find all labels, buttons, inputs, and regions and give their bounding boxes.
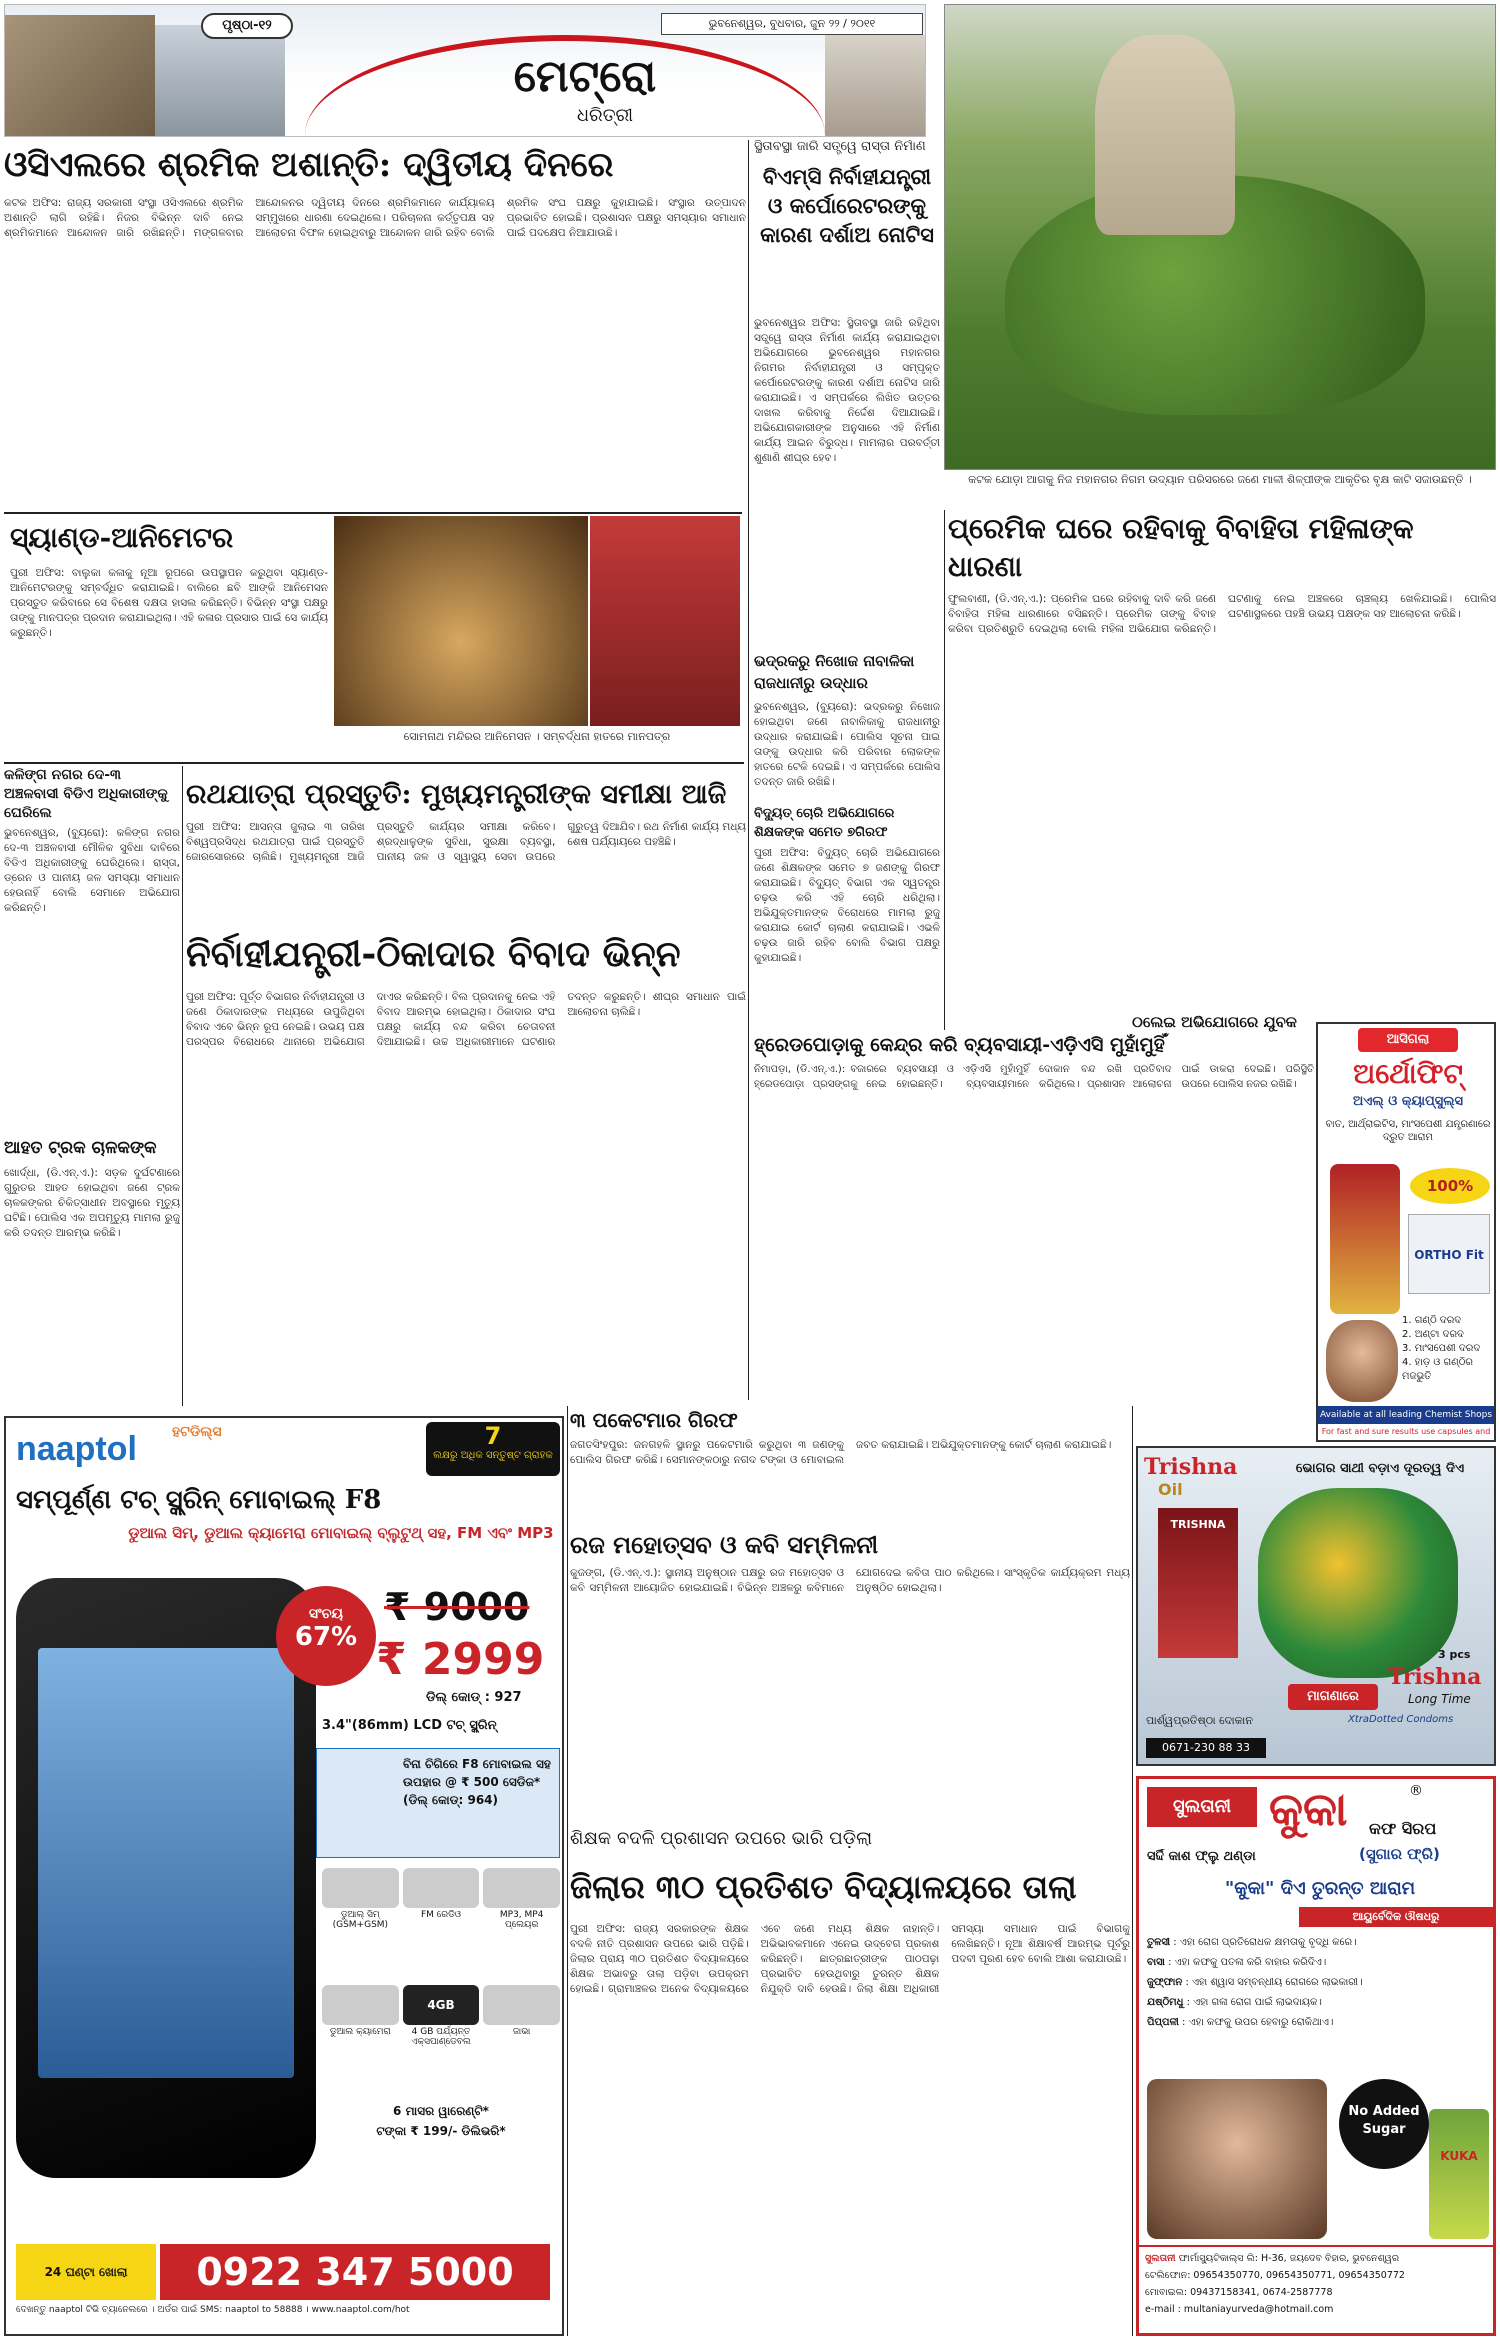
column-rule [567, 1406, 568, 2336]
article-raja-festival-body: କୁଜଙ୍ଗ, (ଡି.ଏନ୍.ଏ.): ସ୍ଥାନୀୟ ଅନୁଷ୍ଠାନ ପକ୍ଷରୁ ରଜ ମହୋତ୍ସବ ଓ କବି ସମ୍ମିଳନୀ ଆୟୋଜିତ ହୋଇଯାଇଛି। ବିଭିନ୍ନ ଅଞ୍ଚଳରୁ କବିମାନେ ଯୋଗଦେଇ କବିତା ପାଠ କରିଥିଲେ। ସାଂସ୍କୃତିକ କାର୍ଯ୍ୟକ୍ରମ ମଧ୍ୟ ଅନୁଷ୍ଠିତ ହୋଇଥିଲା। [570, 1567, 1130, 1594]
headline-traders-adc: ହ୍ରେଡପୋଡ଼ାକୁ କେନ୍ଦ୍ର କରି ବ୍ୟବସାୟୀ-ଏଡ଼ିଏସି ମୁହାଁମୁହିଁ [754, 1034, 1165, 1056]
ingredient-row: ଯଷ୍ଠିମଧୁ : ଏହା ଗଳା ରୋଗ ପାଇଁ ଲାଭଦାୟକ। [1147, 1997, 1322, 2008]
column-rule [1132, 1406, 1133, 2336]
orthofit-bottle [1330, 1164, 1400, 1314]
article-truck-driver-body: ଖୋର୍ଦ୍ଧା, (ଡି.ଏନ୍.ଏ.): ସଡ଼କ ଦୁର୍ଘଟଣାରେ ଗୁରୁତର ଆହତ ହୋଇଥିବା ଜଣେ ଟ୍ରକ ଚାଳକଙ୍କର ଚିକିତ୍ସାଧୀନ ଅବସ୍ଥାରେ ମୃତ୍ୟୁ ଘଟିଛି। ପୋଲିସ ଏକ ଅପମୃତ୍ୟୁ ମାମଲା ରୁଜୁ କରି ତଦନ୍ତ ଆରମ୍ଭ କରିଛି। [4, 1167, 180, 1239]
orthofit-available: Available at all leading Chemist Shops [1318, 1406, 1494, 1424]
article-rath-yatra-body: ପୁରୀ ଅଫିସ: ଆସନ୍ତା ଜୁଲାଇ ୩ ତାରିଖ ବିଶ୍ୱପ୍ରସିଦ୍ଧ ରଥଯାତ୍ରା ପାଇଁ ପ୍ରସ୍ତୁତି ଜୋରସୋରରେ ଚାଲିଛି। ମୁଖ୍ୟମନ୍ତ୍ରୀ ଆଜି ପ୍ରସ୍ତୁତି କାର୍ଯ୍ୟର ସମୀକ୍ଷା କରିବେ। ଶ୍ରଦ୍ଧାଳୁଙ୍କ ସୁବିଧା, ସୁରକ୍ଷା ବ୍ୟବସ୍ଥା, ପାନୀୟ ଜଳ ଓ ସ୍ୱାସ୍ଥ୍ୟ ସେବା ଉପରେ ଗୁରୁତ୍ୱ ଦିଆଯିବ। ରଥ ନିର୍ମାଣ କାର୍ଯ୍ୟ ମଧ୍ୟ ଶେଷ ପର୍ଯ୍ୟାୟରେ ପହଞ୍ଚିଛି। [186, 821, 746, 863]
orthofit-list-item: 4. ହାଡ଼ ଓ ଗଣ୍ଠିର ମଜଭୁତି [1402, 1357, 1473, 1382]
headline-truck-driver: ଆହତ ଟ୍ରକ ଚାଳକଙ୍କ [4, 1138, 157, 1158]
article-kalinga-nagar-body: ଭୁବନେଶ୍ୱର, (ବ୍ୟୁରୋ): କଳିଙ୍ଗ ନଗର ଦେ-୩ ଅଞ୍ଚଳବାସୀ ମୌଳିକ ସୁବିଧା ଦାବିରେ ବିଡିଏ ଅଧିକାରୀଙ୍କୁ ଘେରିଥିଲେ। ରାସ୍ତା, ଡ୍ରେନ ଓ ପାନୀୟ ଜଳ ସମସ୍ୟା ସମାଧାନ ହେଉନାହିଁ ବୋଲି ସେମାନେ ଅଭିଯୋଗ କରିଛନ୍ତି। [4, 827, 180, 914]
trishna-brand: Trishna [1144, 1454, 1238, 1480]
gift-offer: ବିନା ଚିଗିରେ F8 ମୋବାଇଲ ସହ ଉପହାର @ ₹ 500 ସେଡିଜ* (ଡିଲ୍ କୋଡ୍: 964) [316, 1748, 560, 1858]
masthead [4, 4, 926, 137]
kuka-ingredients [1147, 1933, 1493, 2073]
masthead-title: ମେଟ୍ରୋ [513, 51, 657, 102]
order-phone[interactable]: 0922 347 5000 [160, 2244, 550, 2300]
customers-badge [426, 1422, 560, 1476]
orthofit-list-item: 2. ଅଣ୍ଟା ଦରଦ [1402, 1329, 1464, 1340]
feature-dual-sim: ଡୁଆଲ୍ ସିମ୍ (GSM+GSM) [322, 1868, 399, 1981]
old-price: ₹ 9000 [384, 1585, 530, 1629]
masthead-subtitle: ଧରିତ୍ରୀ [576, 105, 634, 126]
ingredient-row: ଜୁଫ୍ଫାନ : ଏହା ଶ୍ୱାସ ସମ୍ବନ୍ଧୀୟ ରୋଗରେ ଲାଭକାରୀ। [1147, 1977, 1363, 1988]
discount-burst [276, 1586, 376, 1686]
article-ocl-body: କଟକ ଅଫିସ: ରାଜ୍ୟ ସରକାରୀ ସଂସ୍ଥା ଓସିଏଲରେ ଶ୍ରମିକ ଅଶାନ୍ତି ଲାଗି ରହିଛି। ନିଜର ବିଭିନ୍ନ ଦାବି ନେଇ ଶ୍ରମିକମାନେ ଆନ୍ଦୋଳନ ଜାରି ରଖିଛନ୍ତି। ମଙ୍ଗଳବାର ଆନ୍ଦୋଳନର ଦ୍ୱିତୀୟ ଦିନରେ ଶ୍ରମିକମାନେ କାର୍ଯ୍ୟାଳୟ ସମ୍ମୁଖରେ ଧାରଣା ଦେଇଥିଲେ। ପରିଚାଳନା କର୍ତ୍ତୃପକ୍ଷ ସହ ଆଲୋଚନା ବିଫଳ ହୋଇଥିବାରୁ ଆନ୍ଦୋଳନ ଜାରି ରହିବ ବୋଲି ଶ୍ରମିକ ସଂଘ ପକ୍ଷରୁ କୁହାଯାଇଛି। ସଂସ୍ଥାର ଉତ୍ପାଦନ ପ୍ରଭାବିତ ହୋଇଛି। ପ୍ରଶାସନ ପକ୍ଷରୁ ସମସ୍ୟାର ସମାଧାନ ପାଇଁ ପଦକ୍ଷେପ ନିଆଯାଉଛି। [4, 197, 746, 239]
trishna-tagline: ଭୋଗର ସାଥୀ ବଡ଼ାଏ ଦୂରତ୍ୱ ଦିଏ [1295, 1461, 1465, 1476]
orthofit-list [1402, 1314, 1496, 1394]
headline-schools-locked: ଜିଲାର ୩୦ ପ୍ରତିଶତ ବିଦ୍ୟାଳୟରେ ତାଲା [570, 1868, 1077, 1906]
orthofit-capsule-box: ORTHO Fit [1408, 1214, 1490, 1294]
kicker-schools: ଶିକ୍ଷକ ବଦଳି ପ୍ରଶାସନ ଉପରେ ଭାରି ପଡ଼ିଲା [570, 1828, 873, 1849]
column-rule [944, 510, 945, 1030]
naaptol-footer: ଦେଖନ୍ତୁ naaptol ଟିଭି ଚ୍ୟାନେଲରେ । ଅର୍ଡର ପାଇଁ SMS: naaptol to 58888 । www.naaptol.com/hot [16, 2305, 410, 2315]
article-bmc-body: ଭୁବନେଶ୍ୱର ଅଫିସ: ସ୍ଥିତାବସ୍ଥା ଜାରି ରହିଥିବା ସତ୍ତ୍ୱେ ରାସ୍ତା ନିର୍ମାଣ କାର୍ଯ୍ୟ କରାଯାଇଥିବା ଅଭିଯୋଗରେ ଭୁବନେଶ୍ୱର ମହାନଗର ନିଗମର ନିର୍ବାହୀଯନ୍ତ୍ରୀ ଓ ସମ୍ପୃକ୍ତ କର୍ପୋରେଟରଙ୍କୁ କାରଣ ଦର୍ଶାଅ ନୋଟିସ ଜାରି କରାଯାଇଛି। ଏ ସମ୍ପର୍କରେ ଲିଖିତ ଉତ୍ତର ଦାଖଲ କରିବାକୁ ନିର୍ଦ୍ଦେଶ ଦିଆଯାଇଛି। ଅଭିଯୋଗକାରୀଙ୍କ ଅନୁସାରେ ଏହି ନିର୍ମାଣ କାର୍ଯ୍ୟ ଆଇନ ବିରୁଦ୍ଧ। ମାମଲାର ପରବର୍ତ୍ତୀ ଶୁଣାଣି ଶୀଘ୍ର ହେବ। [754, 317, 940, 464]
headline-bmc: ବିଏମ୍‌ସି ନିର୍ବାହୀଯନ୍ତ୍ରୀ ଓ କର୍ପୋରେଟରଙ୍କୁ କାରଣ ଦର୍ଶାଅ ନୋଟିସ [760, 164, 934, 247]
divider [4, 512, 742, 514]
headline-electricity-theft: ବିଦ୍ୟୁତ୍ ଚୋରି ଅଭିଯୋଗରେ ଶିକ୍ଷକଙ୍କ ସମେତ ୭ଗିରଫ [754, 806, 895, 840]
article-electricity-theft-body: ପୁରୀ ଅଫିସ: ବିଦ୍ୟୁତ୍ ଚୋରି ଅଭିଯୋଗରେ ଜଣେ ଶିକ୍ଷକଙ୍କ ସମେତ ୭ ଜଣଙ୍କୁ ଗିରଫ କରାଯାଇଛି। ବିଦ୍ୟୁତ୍ ବିଭାଗ ଏକ ସ୍ୱତନ୍ତ୍ର ଚଢ଼ଉ କରି ଏହି ଚୋରି ଧରିଥିଲା। ଅଭିଯୁକ୍ତମାନଙ୍କ ବିରୋଧରେ ମାମଲା ରୁଜୁ କରାଯାଇ କୋର୍ଟ ଚାଲାଣ କରାଯାଇଛି। ଏଭଳି ଚଢ଼ଉ ଜାରି ରହିବ ବୋଲି ବିଭାଗ ପକ୍ଷରୁ କୁହାଯାଇଛି। [754, 847, 940, 964]
kuka-sub: କଫ ସିରପ [1369, 1819, 1437, 1838]
headline-rath-yatra: ରଥଯାତ୍ରା ପ୍ରସ୍ତୁତି: ମୁଖ୍ୟମନ୍ତ୍ରୀଙ୍କ ସମୀକ୍ଷା ଆଜି [186, 779, 727, 810]
masthead-dome-image [825, 35, 925, 137]
sand-temple-photo [334, 516, 588, 726]
kuka-tel: ଟେଲିଫୋନ: 09654350770, 09654350771, 09654350772 [1145, 2270, 1405, 2281]
kuka-line2: "କୁକା" ଦିଏ ତୁରନ୍ତ ଆରାମ [1224, 1878, 1416, 1899]
trishna-name2: Trishna [1388, 1664, 1482, 1690]
orthofit-model-photo [1326, 1320, 1398, 1402]
feature-icon [322, 1985, 399, 2025]
lovebirds-image [1258, 1488, 1458, 1678]
gardener-figure [1095, 35, 1235, 235]
feature-java: ଜାଭା [483, 1985, 560, 2098]
trishna-ad[interactable] [1136, 1446, 1496, 1766]
customers-badge-number: 7 [484, 1422, 502, 1450]
kuka-sugar-free: (ସୁଗାର ଫ୍ରି) [1359, 1845, 1440, 1863]
orthofit-name: ଅର୍ଥୋଫିଟ୍ [1353, 1057, 1463, 1090]
orthofit-note: For fast and sure results use capsules and [1321, 1427, 1491, 1436]
trishna-offer: ମାଗଣାରେ [1288, 1684, 1378, 1710]
orthofit-tag: ଆସିଗଲା [1358, 1028, 1458, 1052]
feature-icon [322, 1868, 399, 1908]
deal-code: ଡିଲ୍ କୋଡ୍ : 927 [426, 1690, 522, 1705]
trishna-packs: 3 pcs [1438, 1648, 1471, 1661]
discount-value: 67% [294, 1622, 358, 1652]
kuka-mobile: ମୋବାଇଲ: 09437158341, 0674-2587778 [1145, 2287, 1333, 2298]
page-number-badge: ପୃଷ୍ଠା-୧୨ [201, 13, 293, 39]
naaptol-subline: ଡୁଆଲ ସିମ୍, ଡୁଆଲ କ୍ୟାମେରା ମୋବାଇଲ୍ ବ୍ଲୁଟୁଥ୍ ସହ, FM ଏବଂ MP3 [128, 1524, 554, 1542]
features-grid [322, 1868, 560, 2098]
headline-lover-house: ପ୍ରେମିକ ଘରେ ରହିବାକୁ ବିବାହିତା ମହିଳାଙ୍କ ଧାରଣା [948, 512, 1414, 583]
kicker-bmc: ସ୍ଥିତାବସ୍ଥା ଜାରି ସତ୍ତ୍ୱେ ରାସ୍ତା ନିର୍ମାଣ [754, 140, 926, 154]
feature-icon [403, 1868, 480, 1908]
feature-camera: ଡୁଆଲ କ୍ୟାମେରା [322, 1985, 399, 2098]
phone-screen [38, 1648, 294, 2078]
kuka-brand-badge: ସୁଲତାନୀ [1147, 1787, 1257, 1827]
naaptol-logo: naaptol [16, 1430, 137, 1468]
headline-missing-girl: ଭଦ୍ରକରୁ ନିଖୋଜ ନାବାଳିକା ରାଜଧାନୀରୁ ଉଦ୍ଧାର [754, 652, 915, 692]
animator-portrait-photo [590, 516, 740, 726]
kuka-reg-mark: ® [1409, 1783, 1423, 1799]
naaptol-sub: ହଟଡିଲ୍ସ [172, 1424, 222, 1440]
discount-label: ସଂଚୟ [308, 1606, 344, 1622]
new-price: ₹ 2999 [376, 1634, 545, 1685]
customers-badge-text: ଲକ୍ଷରୁ ଅଧିକ ସନ୍ତୁଷ୍ଟ ଗ୍ରାହକ [433, 1450, 553, 1461]
article-traders-adc-body: ନିମାପଡ଼ା, (ଡି.ଏନ୍.ଏ.): ବଜାରରେ ହ୍ରେଡପୋଡ଼ା ପ୍ରସଙ୍ଗକୁ ନେଇ ବ୍ୟବସାୟୀ ଓ ଏଡ଼ିଏସି ମୁହାଁମୁହିଁ ହୋଇଛନ୍ତି। ବ୍ୟବସାୟୀମାନେ ଦୋକାନ ବନ୍ଦ ରଖି ପ୍ରତିବାଦ କରିଥିଲେ। ପ୍ରଶାସନ ଆଲୋଚନା ପାଇଁ ଡାକରା ଦେଇଛି। ପରିସ୍ଥିତି ଉପରେ ପୋଲିସ ନଜର ରଖିଛି। [754, 1064, 1314, 1090]
kuka-name: କୁକା [1269, 1782, 1348, 1836]
trishna-phone[interactable]: 0671-230 88 33 [1146, 1738, 1266, 1758]
orthofit-ad[interactable] [1316, 1022, 1496, 1442]
ingredient-row: ବାସା : ଏହା କଫକୁ ପତଳା କରି ବାହାର କରିଦିଏ। [1147, 1957, 1327, 1968]
article-lover-house-body: ଫୁଲବାଣୀ, (ଡି.ଏନ୍.ଏ.): ପ୍ରେମିକ ଘରେ ରହିବାକୁ ଦାବି କରି ଜଣେ ବିବାହିତା ମହିଳା ଧାରଣାରେ ବସିଛନ୍ତି। ପ୍ରେମିକ ତାଙ୍କୁ ବିବାହ କରିବା ପ୍ରତିଶ୍ରୁତି ଦେଇଥିଲା ବୋଲି ମହିଳା ଅଭିଯୋଗ କରିଛନ୍ତି। ଘଟଣାକୁ ନେଇ ଅଞ୍ଚଳରେ ଚାଞ୍ଚଲ୍ୟ ଖେଳିଯାଇଛି। ପୋଲିସ ଘଟଣାସ୍ଥଳରେ ପହଞ୍ଚି ଉଭୟ ପକ୍ଷଙ୍କ ସହ ଆଲୋଚନା କରିଛି। [948, 593, 1496, 635]
feature-icon [483, 1868, 560, 1908]
article-schools-locked-body: ପୁରୀ ଅଫିସ: ରାଜ୍ୟ ସରକାରଙ୍କ ଶିକ୍ଷକ ବଦଳି ନୀତି ପ୍ରଶାସନ ଉପରେ ଭାରି ପଡ଼ିଛି। ଜିଲାର ପ୍ରାୟ ୩୦ ପ୍ରତିଶତ ବିଦ୍ୟାଳୟରେ ଶିକ୍ଷକ ଅଭାବରୁ ତାଲା ପଡ଼ିବା ଉପକ୍ରମ ହୋଇଛି। ଗ୍ରାମାଞ୍ଚଳର ଅନେକ ବିଦ୍ୟାଳୟରେ ଏବେ ଜଣେ ମଧ୍ୟ ଶିକ୍ଷକ ନାହାନ୍ତି। ଅଭିଭାବକମାନେ ଏନେଇ ଉଦ୍‌ବେଗ ପ୍ରକାଶ କରିଛନ୍ତି। ଛାତ୍ରଛାତ୍ରୀଙ୍କ ପାଠପଢ଼ା ପ୍ରଭାବିତ ହେଉଥିବାରୁ ତୁରନ୍ତ ଶିକ୍ଷକ ନିଯୁକ୍ତି ଦାବି ହେଉଛି। ଜିଲା ଶିକ୍ଷା ଅଧିକାରୀ ସମସ୍ୟା ସମାଧାନ ପାଇଁ ବିଭାଗକୁ ଲେଖିଛନ୍ତି। ନୂଆ ଶିକ୍ଷାବର୍ଷ ଆରମ୍ଭ ପୂର୍ବରୁ ପଦବୀ ପୂରଣ ହେବ ବୋଲି ଆଶା କରାଯାଉଛି। [570, 1923, 1130, 1995]
masthead-building-image [155, 25, 285, 137]
column-rule [182, 766, 183, 1406]
kuka-company-line: ସୁଲତାନୀ ଫାର୍ମାସ୍ୟୁଟିକାଲ୍ସ ଲି: H-36, ଜୟଦେବ ବିହାର, ଭୁବନେଶ୍ୱର [1145, 2253, 1400, 2264]
headline-sand-animator: ସ୍ୟାଣ୍ଡ-ଆନିମେଟର [10, 521, 234, 554]
headline-ocl: ଓସିଏଲରେ ଶ୍ରମିକ ଅଶାନ୍ତି: ଦ୍ୱିତୀୟ ଦିନରେ [4, 145, 614, 185]
ingredient-row: ପିପ୍ପଳୀ : ଏହା କଫକୁ ଉପର ହେବାରୁ ରୋକିଥାଏ। [1147, 2017, 1334, 2028]
trishna-box: TRISHNA [1158, 1508, 1238, 1658]
call-hours: 24 ଘଣ୍ଟା ଖୋଲା [16, 2244, 156, 2300]
article-engineer-contractor-body: ପୁରୀ ଅଫିସ: ପୂର୍ତ୍ତ ବିଭାଗର ନିର୍ବାହୀଯନ୍ତ୍ରୀ ଓ ଜଣେ ଠିକାଦାରଙ୍କ ମଧ୍ୟରେ ଉପୁଜିଥିବା ବିବାଦ ଏବେ ଭିନ୍ନ ରୂପ ନେଇଛି। ଉଭୟ ପକ୍ଷ ପରସ୍ପର ବିରୋଧରେ ଥାନାରେ ଅଭିଯୋଗ ଦାଏର କରିଛନ୍ତି। ବିଲ ପ୍ରଦାନକୁ ନେଇ ଏହି ବିବାଦ ଆରମ୍ଭ ହୋଇଥିଲା। ଠିକାଦାର ସଂଘ ପକ୍ଷରୁ କାର୍ଯ୍ୟ ବନ୍ଦ କରିବା ଚେତାବନୀ ଦିଆଯାଇଛି। ଉଚ୍ଚ ଅଧିକାରୀମାନେ ଘଟଣାର ତଦନ୍ତ କରୁଛନ୍ତି। ଶୀଘ୍ର ସମାଧାନ ପାଇଁ ଆଲୋଚନା ଚାଲିଛି। [186, 991, 746, 1048]
headline-pickpockets: ୩ ପକେଟମାର ଗିରଫ [570, 1408, 738, 1432]
sand-animator-caption: ସୋମନାଥ ମନ୍ଦିରର ଆନିମେସନ । ସମ୍ବର୍ଦ୍ଧନା ହାତରେ ମାନପତ୍ର [403, 730, 671, 743]
ingredient-row: ତୁଳସୀ : ଏହା ରୋଗ ପ୍ରତିରୋଧକ କ୍ଷମତାକୁ ବୃଦ୍ଧି କରେ। [1147, 1937, 1357, 1948]
feature-icon [483, 1985, 560, 2025]
kuka-model-photo [1147, 2079, 1327, 2239]
delivery-charge: ଟଙ୍କା ₹ 199/- ଡିଲିଭରି* [376, 2124, 506, 2138]
masthead-temple-image [5, 15, 155, 137]
article-missing-girl-body: ଭୁବନେଶ୍ୱର, (ବ୍ୟୁରୋ): ଭଦ୍ରକରୁ ନିଖୋଜ ହୋଇଥିବା ଜଣେ ନାବାଳିକାକୁ ରାଜଧାନୀରୁ ଉଦ୍ଧାର କରାଯାଇଛି। ପୋଲିସ ସୂଚନା ପାଇ ତାଙ୍କୁ ଉଦ୍ଧାର କରି ପରିବାର ଲୋକଙ୍କ ହାତରେ ଟେକି ଦେଇଛି। ଏ ସମ୍ପର୍କରେ ପୋଲିସ ତଦନ୍ତ ଜାରି ରଖିଛି। [754, 701, 940, 788]
feature-memory: 4GB 4 GB ପର୍ଯ୍ୟନ୍ତ ଏକ୍ସପାଣ୍ଡେବଲ [403, 1985, 480, 2098]
dateline: ଭୁବନେଶ୍ୱର, ବୁଧବାର, ଜୁନ ୨୨ / ୨୦୧୧ [661, 13, 923, 35]
trishna-dotted: XtraDotted Condoms [1348, 1714, 1454, 1725]
headline-engineer-contractor: ନିର୍ବାହୀଯନ୍ତ୍ରୀ-ଠିକାଦାର ବିବାଦ ଭିନ୍ନ [186, 933, 681, 975]
kuka-email[interactable]: e-mail : multaniayurveda@hotmail.com [1145, 2304, 1334, 2315]
headline-fraud-youth: ୦ଲେଇ ଅଭିଯୋଗରେ ଯୁବକ [1132, 1013, 1297, 1031]
divider [4, 762, 744, 764]
orthofit-percent-badge: 100% [1410, 1168, 1490, 1204]
article-sand-animator-body: ପୁରୀ ଅଫିସ: ବାଲୁକା କଳାକୁ ନୂଆ ରୂପରେ ଉପସ୍ଥାପନ କରୁଥିବା ସ୍ୟାଣ୍ଡ-ଆନିମେଟରଙ୍କୁ ସମ୍ବର୍ଦ୍ଧିତ କରାଯାଇଛି। ବାଲିରେ ଛବି ଆଙ୍କି ଆନିମେସନ ପ୍ରସ୍ତୁତ କରିବାରେ ସେ ବିଶେଷ ଦକ୍ଷତା ହାସଲ କରିଛନ୍ତି। ବିଭିନ୍ନ ସଂସ୍ଥା ପକ୍ଷରୁ ତାଙ୍କୁ ମାନପତ୍ର ପ୍ରଦାନ କରାଯାଇଥିଲା। ଏହି କଳାର ପ୍ରସାର ପାଇଁ ସେ କାର୍ଯ୍ୟ କରୁଛନ୍ତି। [10, 567, 328, 639]
trishna-distributor: ପାର୍ଶ୍ୱପ୍ରତିଷ୍ଠା ଦୋକାନ [1146, 1714, 1253, 1727]
kuka-ayurvedic: ଆୟୁର୍ବେଦିକ ଔଷଧରୁ [1299, 1907, 1493, 1927]
trishna-longtime: Long Time [1408, 1692, 1471, 1706]
orthofit-sub: ଅଏଲ୍ ଓ କ୍ୟାପ୍‌ସୁଲ୍ସ [1353, 1094, 1463, 1109]
no-sugar-badge: No Added Sugar [1339, 2079, 1429, 2169]
gardener-photo [944, 4, 1496, 470]
warranty: 6 ମାସର ୱାରେଣ୍ଟି* [393, 2104, 489, 2118]
article-pickpockets-body: ଜଗତସିଂହପୁର: ଜନଗହଳି ସ୍ଥାନରୁ ପକେଟମାରି କରୁଥିବା ୩ ଜଣଙ୍କୁ ପୋଲିସ ଗିରଫ କରିଛି। ସେମାନଙ୍କଠାରୁ ନଗଦ ଟଙ୍କା ଓ ମୋବାଇଲ ଜବତ କରାଯାଇଛି। ଅଭିଯୁକ୍ତମାନଙ୍କୁ କୋର୍ଟ ଚାଲାଣ କରାଯାଇଛି। [570, 1439, 1112, 1466]
memory-card-icon: 4GB [403, 1985, 480, 2025]
kuka-company [1139, 2245, 1493, 2331]
column-rule [748, 140, 749, 1400]
headline-raja-festival: ରଜ ମହୋତ୍ସବ ଓ କବି ସମ୍ମିଳନୀ [570, 1530, 879, 1559]
gardener-photo-caption: କଟକ ଯୋଡ଼ା ଆଗକୁ ନିଜ ମହାନଗର ନିଗମ ଉଦ୍ୟାନ ପରିସରରେ ଜଣେ ମାଳୀ ଶିଳ୍ପୀଙ୍କ ଆକୃତିର ବୃକ୍ଷ କାଟି ସଜାଉଛନ୍ତି । [968, 473, 1472, 486]
feature-mp3-player: MP3, MP4 ପ୍ଲେୟର [483, 1868, 560, 1981]
headline-kalinga-nagar: କଳିଙ୍ଗ ନଗର ଦେ-୩ ଅଞ୍ଚଳବାସୀ ବିଡିଏ ଅଧିକାରୀଙ୍କୁ ଘେରିଲେ [4, 767, 168, 821]
naaptol-ad[interactable] [4, 1416, 564, 2336]
trishna-brand-oil: Oil [1158, 1480, 1183, 1499]
screen-size: 3.4"(86mm) LCD ଟଚ୍ ସ୍କ୍ରିନ୍ [322, 1718, 497, 1733]
orthofit-list-item: 3. ମାଂସପେଶୀ ଦରଦ [1402, 1343, 1481, 1354]
phone-image [16, 1578, 316, 2178]
naaptol-banner: ସମ୍ପୂର୍ଣ୍ଣ ଟଚ୍ ସ୍କ୍ରିନ୍ ମୋବାଇଲ୍ F8 [16, 1485, 382, 1515]
kuka-line1: ସର୍ଦ୍ଦି କାଶ ଫ୍ଲୁ ଥଣ୍ଡା [1147, 1849, 1256, 1864]
kuka-ad[interactable] [1136, 1776, 1496, 2336]
feature-fm-radio: FM ରେଡିଓ [403, 1868, 480, 1981]
orthofit-list-item: 1. ଗଣ୍ଠି ଦରଦ [1402, 1315, 1462, 1326]
orthofit-desc: ବାତ, ଆର୍ଥ୍ରାଇଟିସ, ମାଂସପେଶୀ ଯନ୍ତ୍ରଣାରେ ଦ୍ରୁତ ଆରାମ [1325, 1119, 1491, 1143]
kuka-bottle: KUKA [1429, 2109, 1489, 2239]
